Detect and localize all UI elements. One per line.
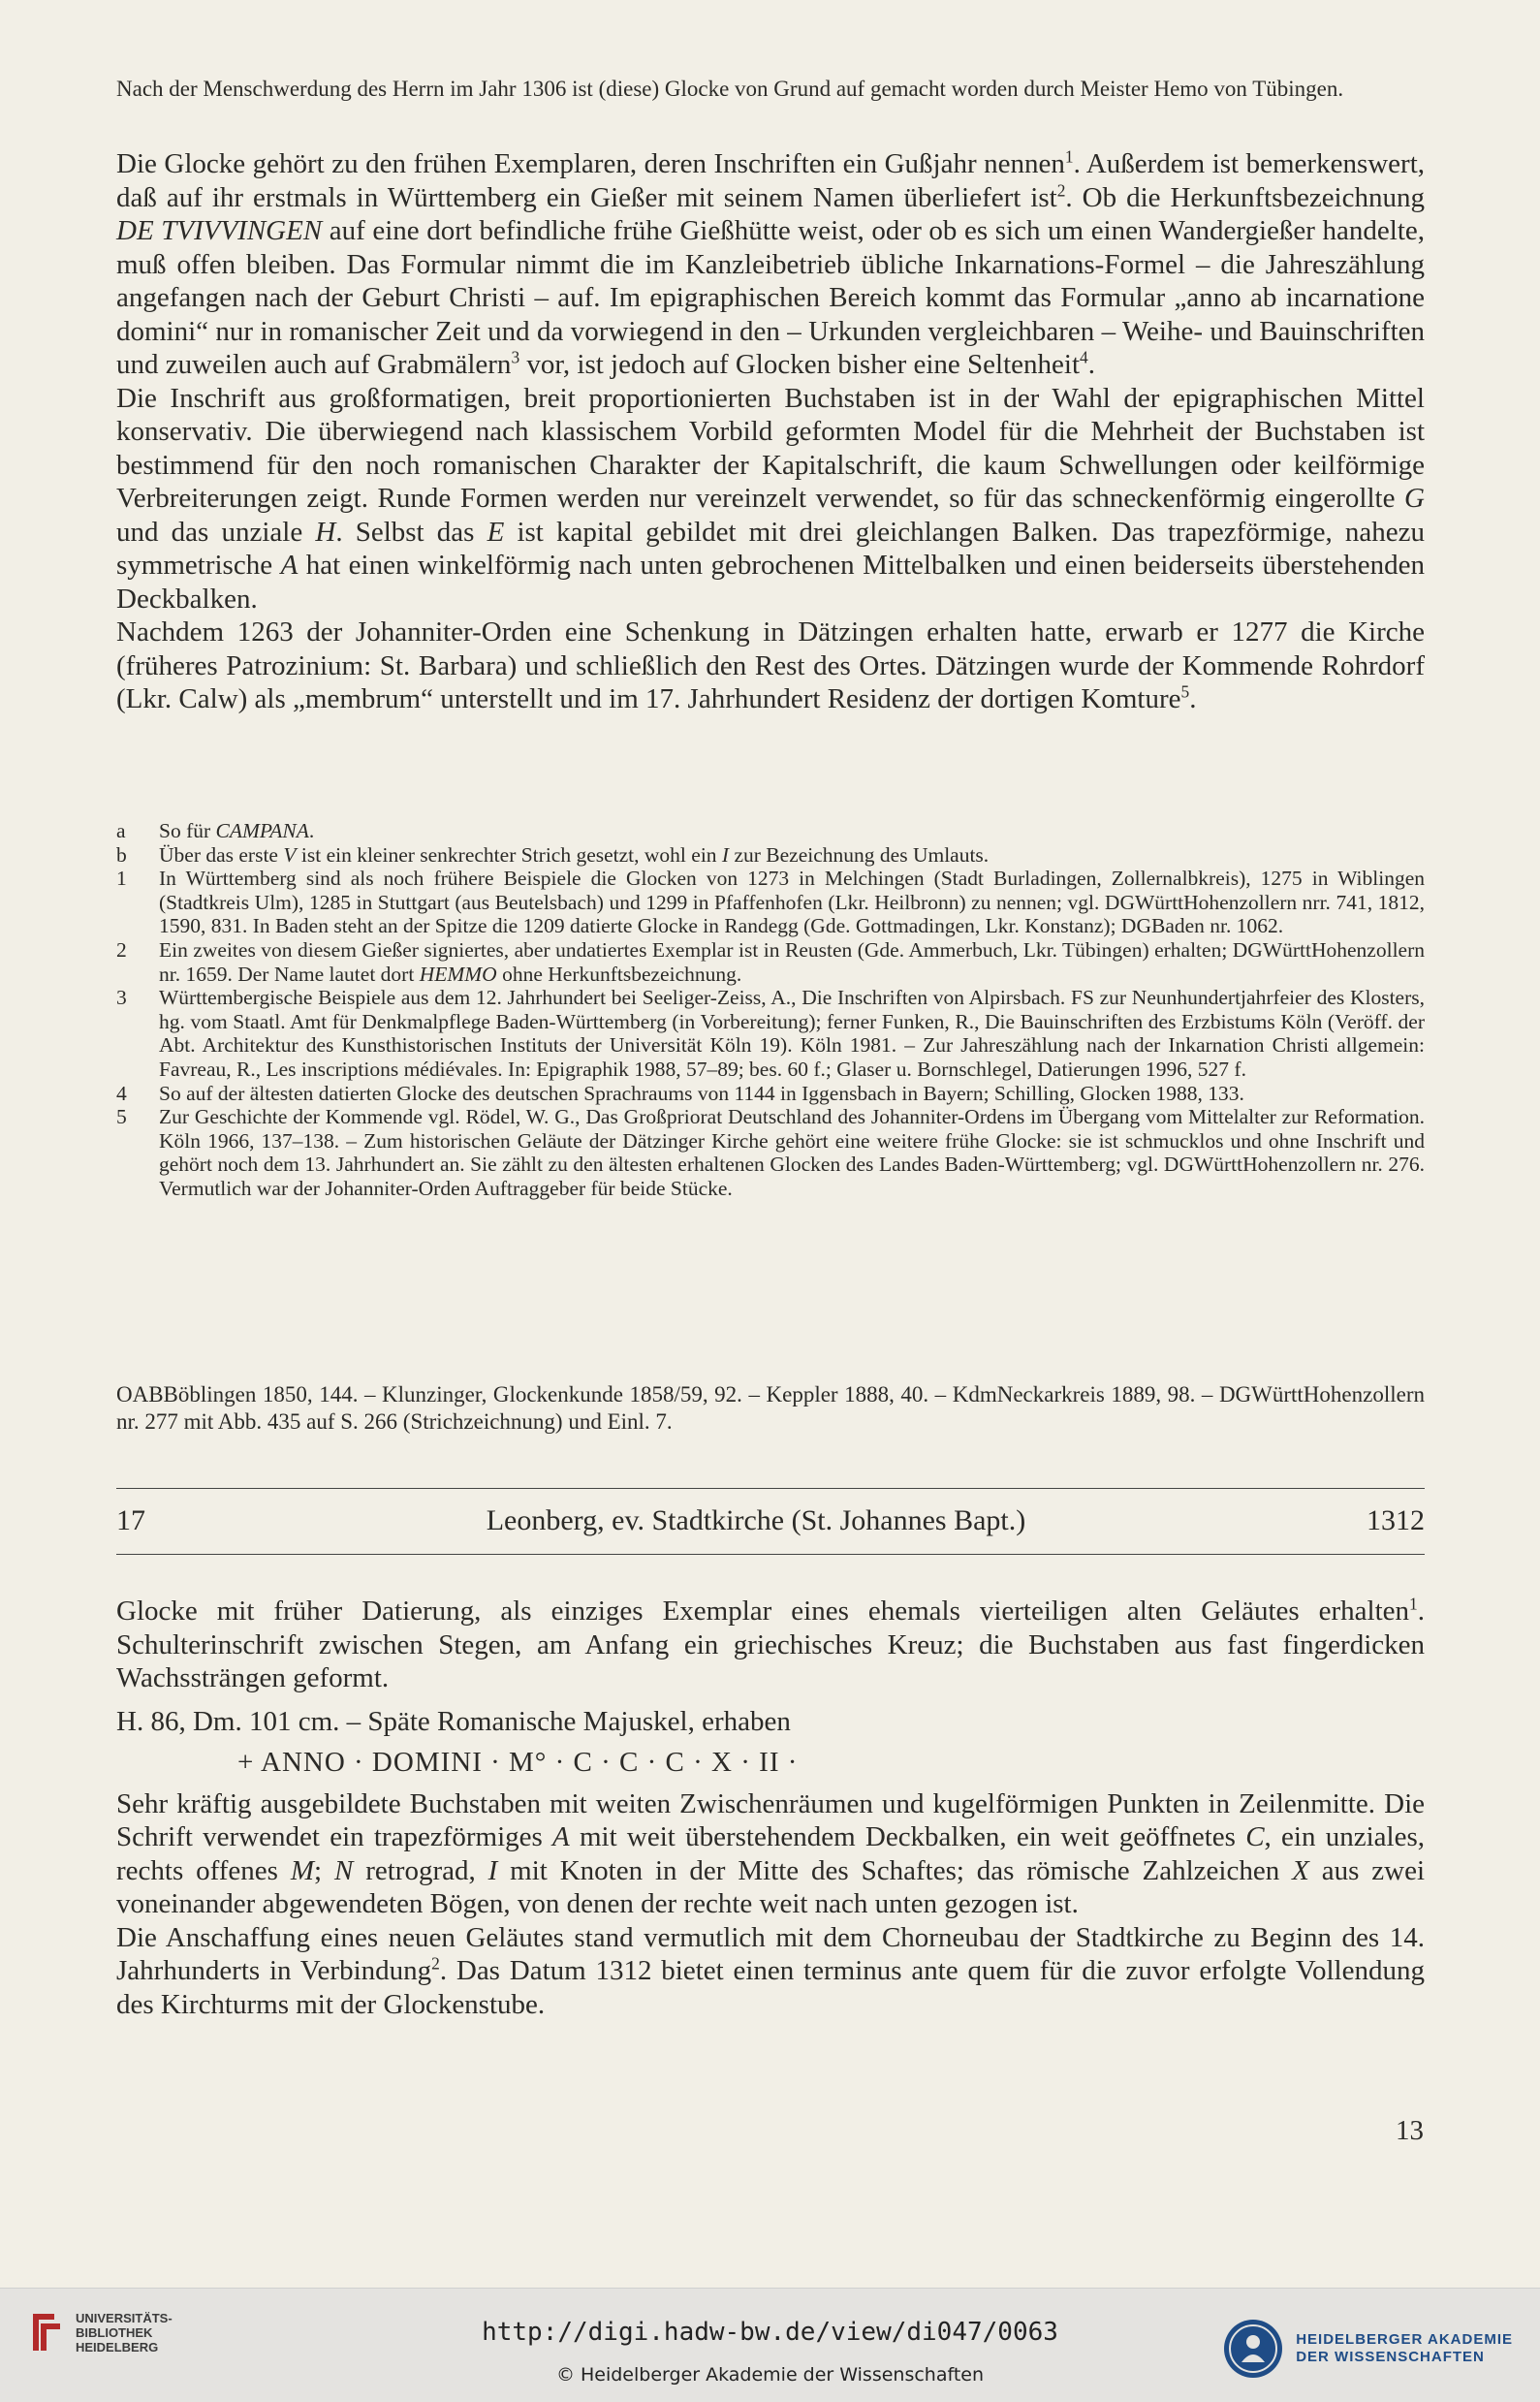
entry-header xyxy=(116,1504,1425,1537)
footnote-ref-1[interactable]: 1 xyxy=(1409,1594,1418,1614)
inscription-text: + ANNO · DOMINI · M° · C · C · C · X · II · xyxy=(237,1747,799,1778)
ub-heidelberg-logo[interactable]: UNIVERSITÄTS- BIBLIOTHEK HEIDELBERG xyxy=(31,2310,173,2355)
entry-title: Leonberg, ev. Stadtkirche (St. Johannes Bapt.) xyxy=(486,1504,1026,1536)
commentary-paragraph-3: Nachdem 1263 der Johanniter-Orden eine Schenkung in Dätzingen erhalten hatte, erwarb er 1277 die Kirche (früheres Patrozinium: St. Barbara) und schließlich den Rest des Ortes. Dätzingen wurde der Kommende Rohrdorf (Lkr. Calw) als „membrum“ unterstellt und im 17. Jahrhundert Residenz der dortigen Komture$^5$. xyxy=(116,616,1425,714)
footnote-4: 4 So auf der ältesten datierten Glocke des deutschen Sprachraums von 1144 in Iggensbach in Bayern; Schilling, Glocken 1988, 133. xyxy=(116,1081,1244,1105)
entry-year: 1312 xyxy=(1366,1504,1425,1536)
commentary-section xyxy=(116,147,1425,716)
footnote-ref-1[interactable]: 1 xyxy=(1064,146,1074,167)
commentary-paragraph-2: Die Inschrift aus großformatigen, breit proportionierten Buchstaben ist in der Wahl der epigraphischen Mittel konservativ. Die überwiegend nach klassischem Vorbild geformten Model für die Mehrheit der Buchstaben ist bestimmend für den noch romanischen Charakter der Kapitalschrift, die kaum Schwellungen oder keilförmige Verbreiterungen zeigt. Runde Formen werden nur vereinzelt verwendet, so für das schneckenförmig eingerollte G und das unziale H. Selbst das E ist kapital gebildet mit drei gleichlangen Balken. Das trapezförmige, nahezu symmetrische A hat einen winkelförmig nach unten gebrochenen Mittelbalken und einen beiderseits überstehenden Deckbalken. xyxy=(116,382,1425,615)
entry-number: 17 xyxy=(116,1504,145,1536)
commentary-paragraph-1: Die Glocke gehört zu den frühen Exemplaren, deren Inschriften ein Gußjahr nennen$^1$. Außerdem ist bemerkenswert, daß auf ihr erstmals in Württemberg ein Gießer mit seinem Namen überliefert ist$^2$. Ob die Herkunftsbezeichnung DE TVIVVINGEN auf eine dort befindliche frühe Gießhütte weist, oder ob es sich um einen Wandergießer handelte, muß offen bleiben. Das Formular nimmt die im Kanzleibetrieb übliche Inkarnations-Formel – die Jahreszählung angefangen nach der Geburt Christi – auf. Im epigraphischen Bereich kommt das Formular „anno ab incarnatione domini“ nur in romanischer Zeit und da vorwiegend in den – Urkunden vergleichbaren – Weihe- und Bauinschriften und zuweilen auch auf Grabmälern$^3$ vor, ist jedoch auf Glocken bisher eine Seltenheit$^4$. xyxy=(116,146,1426,380)
footnote-ref-2[interactable]: 2 xyxy=(431,1953,440,1974)
page-number: 13 xyxy=(1396,2115,1424,2146)
entry-commentary-2: Die Anschaffung eines neuen Geläutes stand vermutlich mit dem Chorneubau der Stadtkirche zu Beginn des 14. Jahrhunderts in Verbindung$^2$. Das Datum 1312 bietet einen terminus ante quem für die zuvor erfolgte Vollendung des Kirchturms mit der Glockenstube. xyxy=(116,1921,1425,2020)
footnote-5: 5 Zur Geschichte der Kommende vgl. Rödel, W. G., Das Großpriorat Deutschland des Johanniter-Ordens im Übergang vom Mittelalter zur Reformation. Köln 1966, 137–138. – Zum historischen Geläute der Dätzinger Kirche gehört eine weitere frühe Glocke: sie ist schmucklos und ohne Inschrift und gehört noch dem 13. Jahrhundert an. Sie zählt zu den ältesten erhaltenen Glocken des Landes Baden-Württemberg; vgl. DGWürttHohenzollern nr. 276. Vermutlich war der Johanniter-Orden Auftraggeber für beide Stücke. xyxy=(116,1105,1425,1200)
footnote-a: a So für CAMPANA. xyxy=(116,819,315,842)
translation-text xyxy=(116,76,1425,102)
copyright-text: © Heidelberger Akademie der Wissenschaften xyxy=(555,2364,985,2386)
footnote-ref-4[interactable]: 4 xyxy=(1080,347,1088,367)
literature-references: OABBöblingen 1850, 144. – Klunzinger, Glockenkunde 1858/59, 92. – Keppler 1888, 40. – KdmNeckarkreis 1889, 98. – DGWürttHohenzollern nr. 277 mit Abb. 435 auf S. 266 (Strichzeichnung) und Einl. 7. xyxy=(116,1382,1425,1434)
footnote-2: 2 Ein zweites von diesem Gießer signiertes, aber undatiertes Exemplar ist in Reusten (Gde. Ammerbuch, Lkr. Tübingen) erhalten; DGWürttHohenzollern nr. 1659. Der Name lautet dort HEMMO ohne Herkunftsbezeichnung. xyxy=(116,937,1425,986)
entry-description: Glocke mit früher Datierung, als einziges Exemplar eines ehemals vierteiligen alten Geläutes erhalten$^1$. Schulterinschrift zwischen Stegen, am Anfang ein griechisches Kreuz; die Buchstaben aus fast fingerdicken Wachssträngen geformt. xyxy=(116,1594,1425,1693)
entry-commentary-1: Sehr kräftig ausgebildete Buchstaben mit weiten Zwischenräumen und kugelförmigen Punkten in Zeilenmitte. Die Schrift verwendet ein trapezförmiges A mit weit überstehendem Deckbalken, ein weit geöffnetes C, ein unziales, rechts offenes M; N retrograd, I mit Knoten in der Mitte des Schaftes; das römische Zahlzeichen X aus zwei voneinander abgewendeten Bögen, von denen der rechte weit nach unten gezogen ist. xyxy=(116,1787,1426,1919)
entry-body xyxy=(116,1595,1425,2021)
academy-seal-icon xyxy=(1222,2318,1284,2380)
footnote-ref-3[interactable]: 3 xyxy=(511,347,520,367)
footnote-3: 3 Württembergische Beispiele aus dem 12. Jahrhundert bei Seeliger-Zeiss, A., Die Inschriften von Alpirsbach. FS zur Neunhundertjahrfeier des Klosters, hg. vom Staatl. Amt für Denkmalpflege Baden-Württemberg (in Vorbereitung); ferner Funken, R., Die Bauinschriften des Erzbistums Köln (Veröff. der Abt. Architektur des Kunsthistorischen Instituts der Universität Köln 19). Köln 1981. – Zur Jahreszählung nach der Inkarnation Christi allgemein: Favreau, R., Les inscriptions médiévales. In: Epigraphik 1988, 57–89; bes. 60 f.; Glaser u. Bornschlegel, Datierungen 1996, 527 f. xyxy=(116,986,1425,1081)
entry-dimensions: H. 86, Dm. 101 cm. – Späte Romanische Majuskel, erhaben xyxy=(116,1705,791,1737)
document-url-link[interactable]: http://digi.hadw-bw.de/view/di047/0063 xyxy=(482,2318,1058,2347)
footnote-b: b Über das erste V ist ein kleiner senkrechter Strich gesetzt, wohl ein I zur Bezeichnung des Umlauts. xyxy=(116,842,990,867)
footnote-ref-5[interactable]: 5 xyxy=(1180,681,1190,702)
footnotes xyxy=(116,819,1425,1201)
footnote-ref-2[interactable]: 2 xyxy=(1056,179,1066,200)
translation-paragraph: Nach der Menschwerdung des Herrn im Jahr 1306 ist (diese) Glocke von Grund auf gemacht worden durch Meister Hemo von Tübingen. xyxy=(116,77,1344,101)
hadw-logo[interactable]: HEIDELBERGER AKADEMIE DER WISSENSCHAFTEN xyxy=(1222,2318,1513,2380)
footnote-1: 1 In Württemberg sind als noch frühere Beispiele die Glocken von 1273 in Melchingen (Stadt Burladingen, Zollernalbkreis), 1275 in Wiblingen (Stadtkreis Ulm), 1285 in Stuttgart (aus Beutelsbach) und 1299 in Pfaffenhofen (Lkr. Heilbronn) zu nennen; vgl. DGWürttHohenzollern nrr. 741, 1812, 1590, 831. In Baden steht an der Spitze die 1209 datierte Glocke in Randegg (Gde. Gottmadingen, Lkr. Konstanz); DGBaden nr. 1062. xyxy=(116,867,1425,938)
entry-rule-top xyxy=(116,1488,1425,1489)
entry-rule-bottom xyxy=(116,1554,1425,1555)
viewer-footer xyxy=(0,2288,1540,2402)
